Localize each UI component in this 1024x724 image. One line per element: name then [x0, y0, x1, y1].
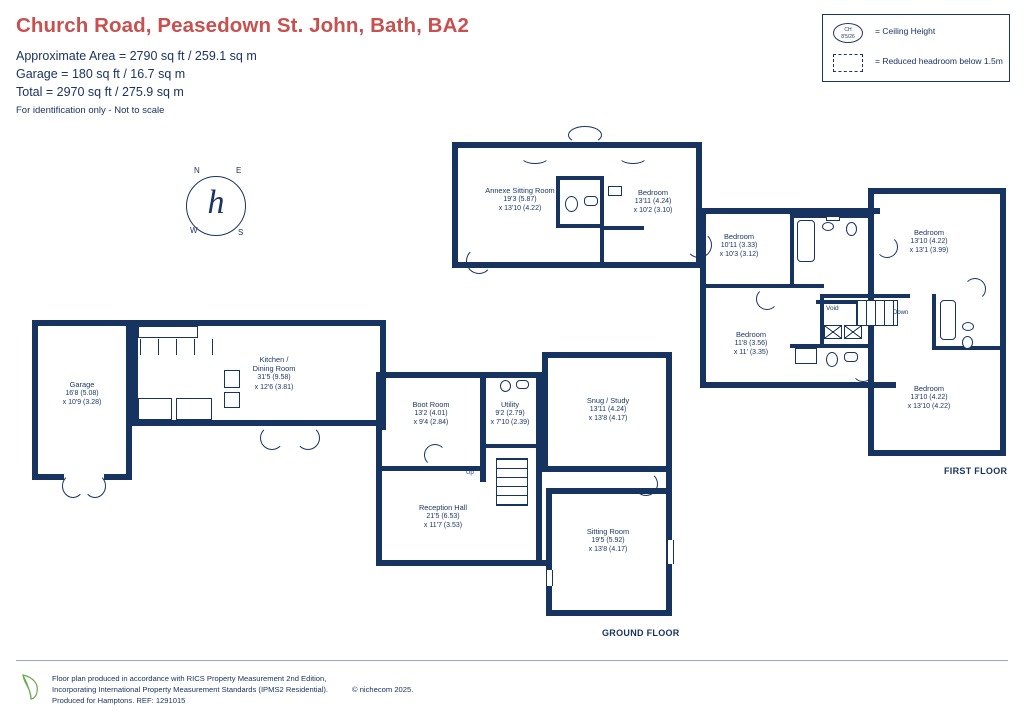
wall-annexe-bath-bottom: [556, 224, 604, 228]
door-arc-garage-2: [84, 474, 106, 498]
toilet-icon-ff-3: [962, 336, 973, 349]
room-label-reception-hall: Reception Hall 21'5 (6.53) x 11'7 (3.53): [418, 503, 468, 530]
room-label-boot-room: Boot Room 13'2 (4.01) x 9'4 (2.84): [412, 400, 450, 427]
compass-west-label: W: [190, 226, 198, 235]
compass-south-label: S: [238, 228, 244, 237]
label-down: Down: [893, 310, 909, 316]
sink-icon-ff-3: [962, 322, 974, 331]
wall-garage-bottom-left: [32, 474, 64, 480]
leaf-icon-svg: [20, 672, 42, 700]
wall-ff-partition-v1: [790, 214, 794, 286]
garage-area-text: Garage = 180 sq ft / 16.7 sq m: [16, 67, 186, 81]
room-label-utility: Utility 9'2 (2.79) x 7'10 (2.39): [490, 400, 530, 427]
wall-ff-partition-h4: [820, 294, 910, 298]
kitchen-sink-icon: [224, 392, 240, 408]
toilet-icon-utility: [500, 380, 511, 392]
label-up: Up: [466, 470, 474, 476]
wall-utility-bottom: [486, 444, 538, 448]
sink-icon-ff-1: [822, 222, 834, 231]
door-arc-boot-1: [424, 444, 446, 466]
kitchen-unit-div-5: [212, 339, 213, 355]
approximate-area-text: Approximate Area = 2790 sq ft / 259.1 sq m: [16, 49, 257, 63]
wall-kitchen-bottom: [132, 420, 386, 426]
compass-monogram: h: [207, 184, 225, 221]
wall-sitting-top: [546, 488, 672, 494]
compass-east-label: E: [236, 166, 242, 175]
window-sitting-left: [546, 570, 553, 586]
identification-disclaimer: For identification only - Not to scale: [16, 105, 165, 116]
sink-icon-ff-2: [844, 352, 858, 362]
vanity-icon-ff-1: [826, 216, 840, 221]
bathtub-icon-2: [940, 300, 956, 340]
wall-ff-bottom-mid: [700, 382, 896, 388]
wall-hall-bottom: [376, 560, 546, 566]
kitchen-counter-1: [138, 326, 198, 338]
wall-boot-top: [376, 372, 486, 378]
kitchen-island: [176, 398, 212, 420]
kitchen-unit-div-2: [158, 339, 159, 355]
door-arc-ff-2: [852, 360, 874, 382]
bathtub-icon-1: [797, 220, 815, 262]
footer-line-1: Floor plan produced in accordance with RICS Property Measurement 2nd Edition,: [52, 674, 327, 683]
kitchen-unit-div-4: [194, 339, 195, 355]
reduced-headroom-icon: [833, 54, 863, 72]
wall-garage-top: [32, 320, 132, 326]
door-arc-kitchen-2: [296, 426, 320, 450]
door-arc-kitchen-1: [260, 426, 284, 450]
room-label-garage: Garage 16'8 (5.08) x 10'9 (3.28): [62, 380, 102, 407]
door-arc-garage-1: [62, 474, 84, 498]
hatch-icon-2: [844, 325, 862, 339]
room-label-ff-bedroom-5: Bedroom 13'10 (4.22) x 13'10 (4.22): [907, 384, 951, 411]
kitchen-unit-div-3: [176, 339, 177, 355]
wall-snug-top: [542, 352, 672, 358]
room-label-sitting-room: Sitting Room 19'5 (5.92) x 13'8 (4.17): [586, 527, 630, 554]
wall-ff-partition-v4: [700, 288, 704, 382]
door-arc-ff-3: [964, 278, 986, 300]
first-floor-label: FIRST FLOOR: [944, 466, 1008, 476]
wall-sitting-bottom: [546, 610, 672, 616]
compass-north-label: N: [194, 166, 200, 175]
copyright-text: © nichecom 2025.: [352, 685, 414, 694]
toilet-icon-ff-2: [826, 352, 838, 367]
ground-floor-label: GROUND FLOOR: [602, 628, 680, 638]
door-arc-ff-1: [756, 288, 778, 310]
staircase-ground-floor: [496, 458, 528, 506]
sink-icon-utility: [516, 380, 529, 389]
wall-utility-top: [480, 372, 542, 378]
wall-ff-mid-vert: [868, 188, 874, 388]
room-label-snug-study: Snug / Study 13'11 (4.24) x 13'8 (4.17): [586, 396, 630, 423]
footer-divider: [16, 660, 1008, 661]
wall-hall-right: [536, 466, 542, 566]
shower-icon-ff-1: [795, 348, 817, 364]
page-title: Church Road, Peasedown St. John, Bath, BA2: [16, 14, 469, 37]
ceiling-height-symbol-top: CH: [844, 27, 852, 33]
legend-ceiling-height-label: = Ceiling Height: [875, 26, 936, 36]
legend-reduced-headroom-label: = Reduced headroom below 1.5m: [875, 56, 1003, 66]
label-void: Void: [826, 305, 839, 312]
footer-line-2: Incorporating International Property Measurement Standards (IPMS2 Residential).: [52, 685, 329, 694]
room-label-annexe-bedroom: Bedroom 13'11 (4.24) x 10'2 (3.10): [633, 188, 673, 215]
leaf-icon: [20, 672, 42, 700]
ceiling-height-symbol-bottom: 8'5/26: [841, 34, 855, 40]
wall-snug-bottom: [542, 466, 672, 472]
ceiling-height-icon: [833, 23, 863, 43]
room-label-kitchen-dining: Kitchen / Dining Room 31'5 (9.58) x 12'6 (3.81): [252, 355, 296, 391]
wall-annexe-inner-1: [604, 226, 644, 230]
door-arc-annexe-entry: [466, 248, 492, 274]
toilet-icon-ff-1: [846, 222, 857, 236]
total-area-text: Total = 2970 sq ft / 275.9 sq m: [16, 85, 184, 99]
wall-ff-partition-v3: [932, 294, 936, 350]
compass-rose: [178, 168, 254, 244]
wall-ff-right: [1000, 188, 1006, 456]
window-arc-annexe-1: [520, 148, 550, 164]
room-label-annexe-sitting-room: Annexe Sitting Room 19'3 (5.87) x 13'10 (4.22): [485, 186, 555, 213]
hatch-icon-1: [824, 325, 842, 339]
window-sitting-right: [667, 540, 674, 564]
wall-ff-top-right: [868, 188, 1006, 194]
room-label-ff-bedroom-2: Bedroom 10'11 (3.33) x 10'3 (3.12): [719, 232, 759, 259]
kitchen-unit-div-1: [140, 339, 141, 355]
window-arc-annexe-2: [618, 148, 648, 164]
wall-ff-lower-left: [868, 382, 874, 456]
wall-garage-bottom-right: [104, 474, 132, 480]
wall-ff-bottom-right: [868, 450, 1006, 456]
staircase-first-floor: [856, 300, 898, 326]
room-label-ff-bedroom-3: Bedroom 13'10 (4.22) x 13'1 (3.99): [909, 228, 949, 255]
annexe-bay-top: [568, 126, 602, 144]
wall-annexe-bath-top: [556, 176, 604, 180]
footer-line-3: Produced for Hamptons. REF: 1291015: [52, 696, 186, 705]
kitchen-counter-2: [138, 398, 172, 420]
wall-ff-partition-h1: [700, 284, 824, 288]
legend-box: [822, 14, 1010, 82]
room-label-ff-bedroom-4: Bedroom 11'8 (3.56) x 11' (3.35): [733, 330, 769, 357]
